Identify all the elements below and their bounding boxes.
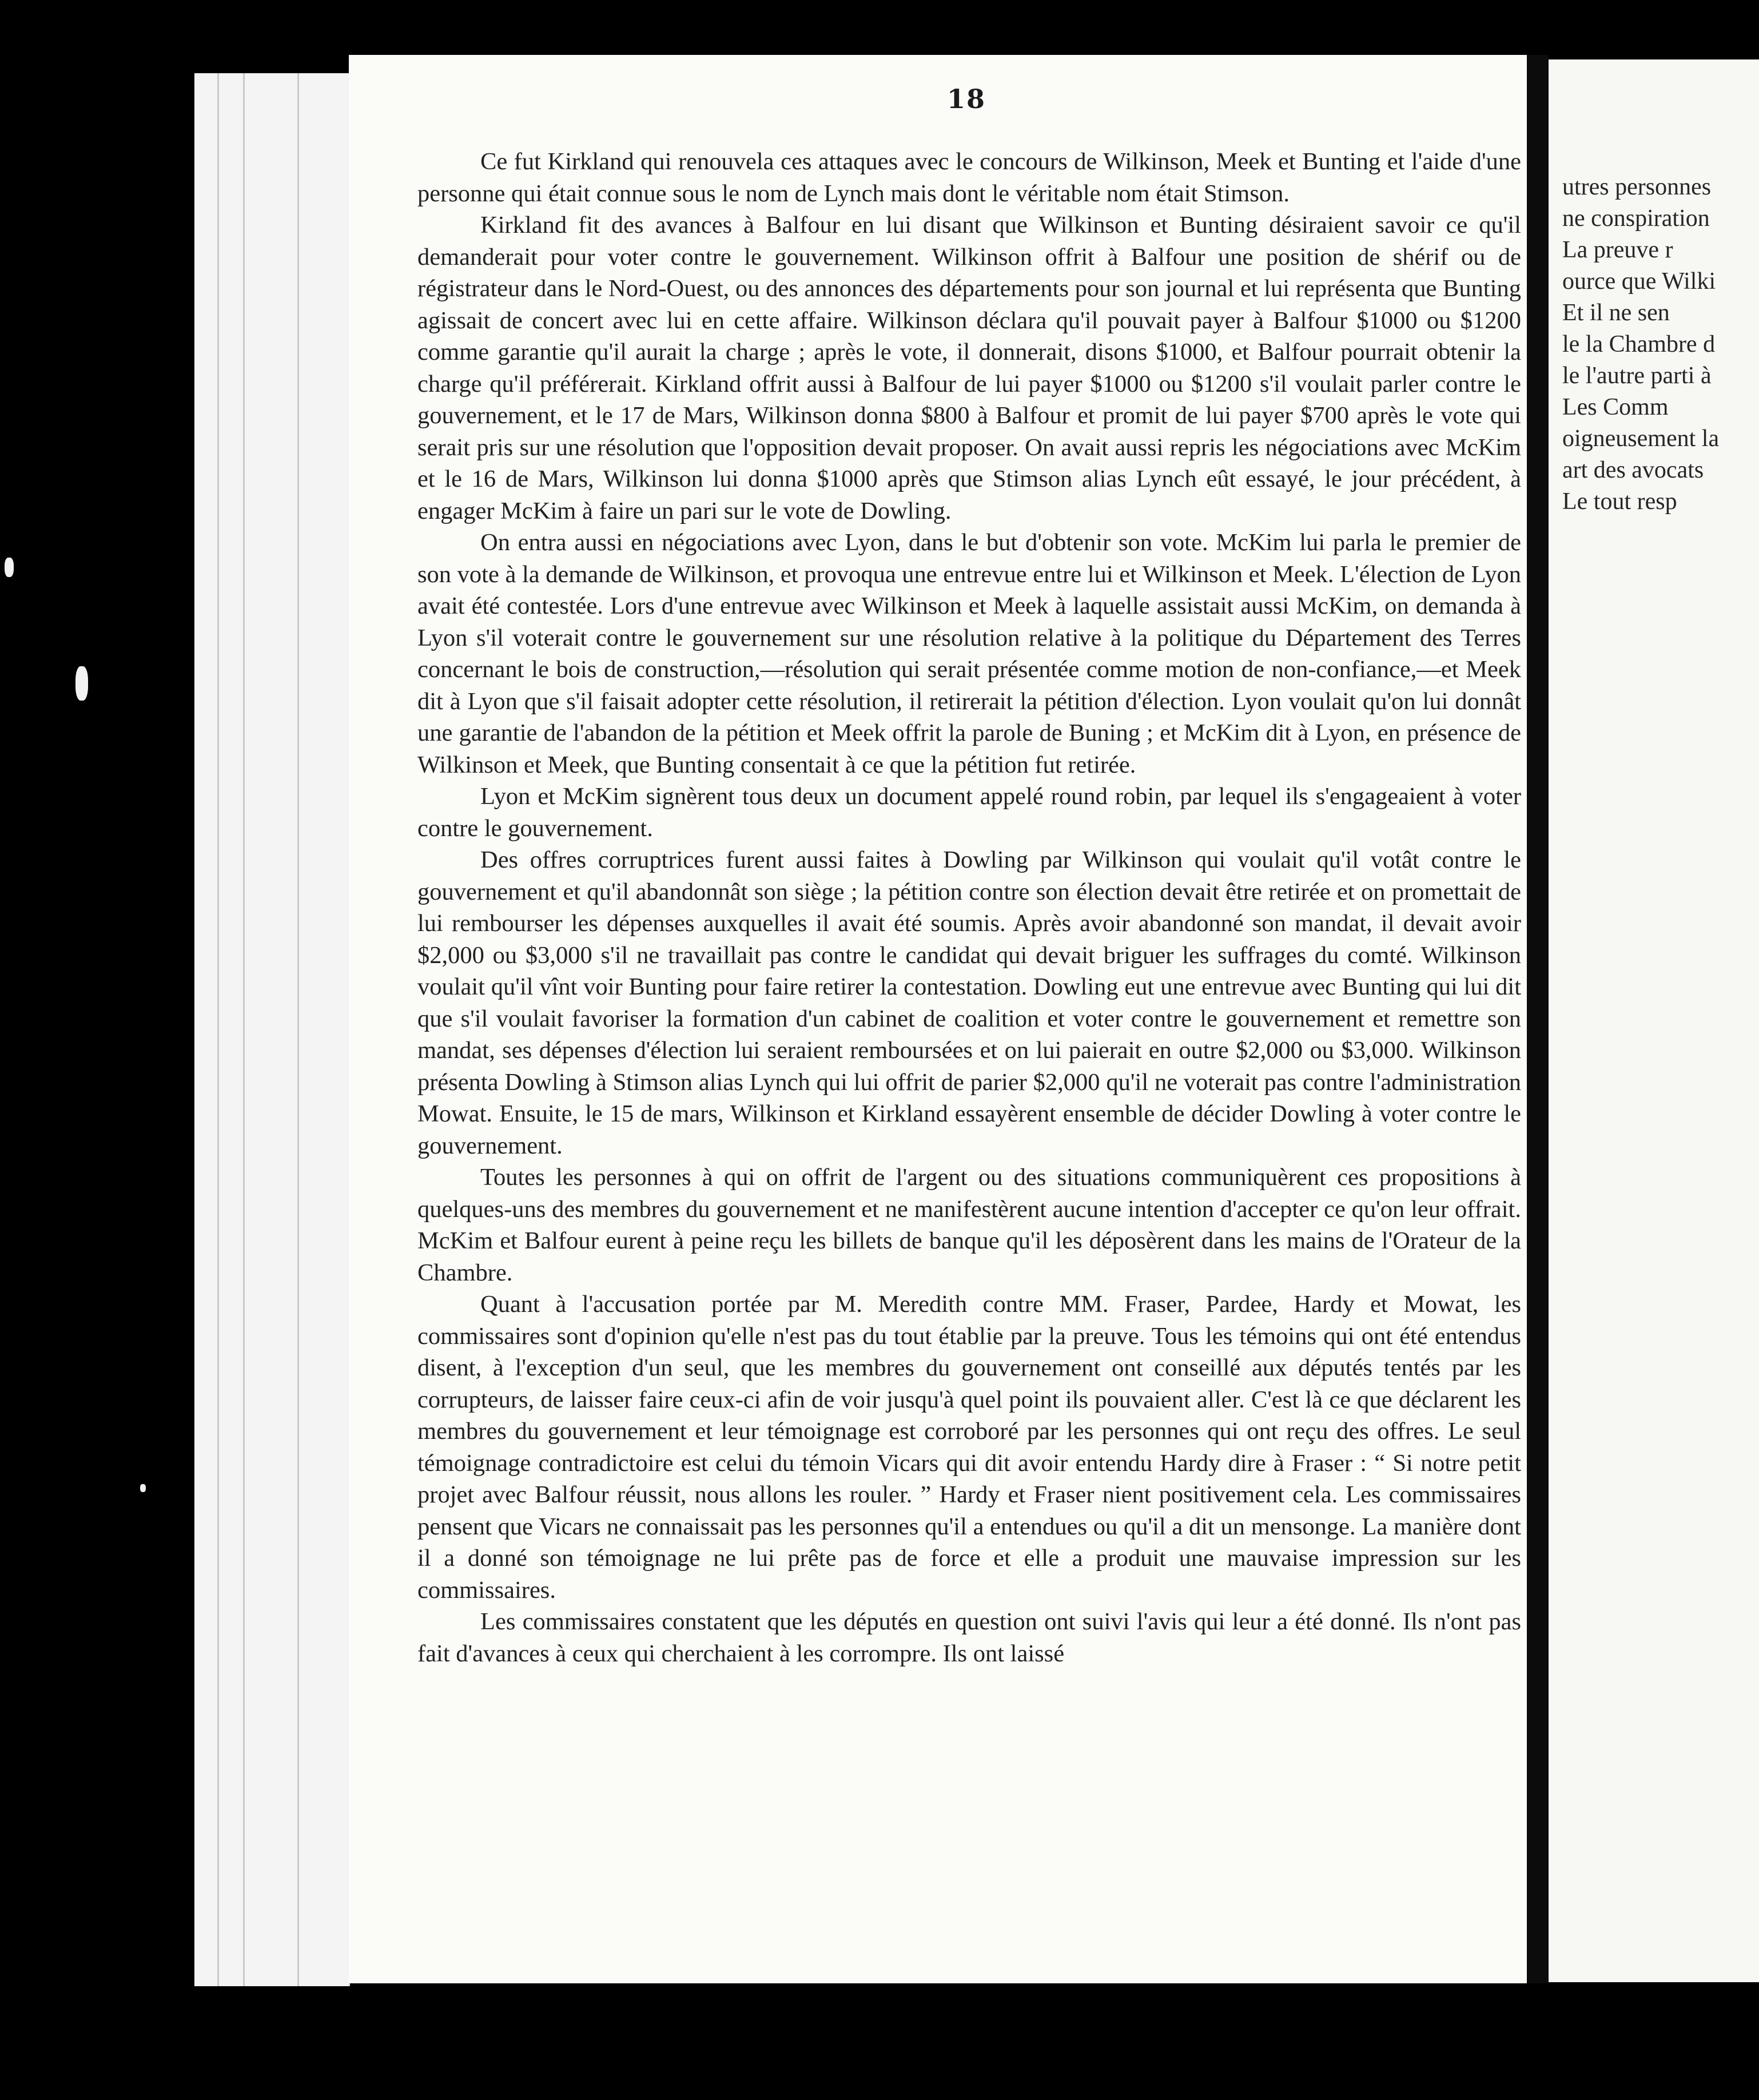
next-page-fragment: [1549, 59, 1759, 1982]
next-page-lines: [1562, 172, 1759, 518]
next-page-line: Et il ne sen: [1562, 300, 1670, 326]
next-page-line: le la Chambre d: [1562, 331, 1716, 357]
paragraph: Toutes les personnes à qui on offrit de l'argent ou des situations communiquèrent ces propositions à quelques-uns des membres du gouvernement et ne manifestèrent aucune intention d'accepter ce qu'on leur offrait. McKim et Balfour eurent à peine reçu les billets de banque qu'il les déposèrent dans les mains de l'Orateur de la Chambre.: [417, 1164, 1521, 1286]
scan-speck: [5, 558, 14, 577]
document-page: [349, 55, 1527, 1983]
next-page-line: La preuve r: [1562, 237, 1673, 263]
book-spine: [1527, 55, 1549, 1983]
next-page-line: ource que Wilki: [1562, 268, 1716, 295]
paragraph: Kirkland fit des avances à Balfour en lui disant que Wilkinson et Bunting désiraient savoir ce qu'il demanderait pour voter contre le gouvernement. Wilkinson offrit à Balfour une position de shérif ou de régistrateur dans le Nord-Ouest, ou des annonces des départements pour son journal et lui représenta que Bunting agissait de concert avec lui en cette affaire. Wilkinson déclara qu'il pouvait payer à Balfour $1000 ou $1200 comme garantie qu'il aurait la charge ; après le vote, il donnerait, disons $1000, et Balfour pourrait obtenir la charge qu'il préférerait. Kirkland offrit aussi à Balfour de lui payer $1000 ou $1200 s'il voulait parler contre le gouvernement, et le 17 de Mars, Wilkinson donna $800 à Balfour et promit de lui payer $700 après le vote qui serait pris sur une résolution que l'opposition devait proposer. On avait aussi repris les négociations avec McKim et le 16 de Mars, Wilkinson lui donna $1000 après que Stimson alias Lynch eût essayé, le jour précédent, à engager McKim à faire un pari sur le vote de Dowling.: [417, 212, 1521, 524]
next-page-line: ne conspiration: [1562, 205, 1710, 232]
paragraph: On entra aussi en négociations avec Lyon, dans le but d'obtenir son vote. McKim lui parla le premier de son vote à la demande de Wilkinson, et provoqua une entrevue entre lui et Wilkinson et Meek. L'élection de Lyon avait été contestée. Lors d'une entrevue avec Wilkinson et Meek à laquelle assistait aussi McKim, on demanda à Lyon s'il voterait contre le gouvernement sur une résolution relative à la politique du Département des Terres concernant le bois de construction,—résolution qui serait présentée comme motion de non-confiance,—et Meek dit à Lyon que s'il faisait adopter cette résolution, il retirerait la pétition d'élection. Lyon voulait qu'on lui donnât une garantie de l'abandon de la pétition et Meek offrit la parole de Buning ; et McKim dit à Lyon, en présence de Wilkinson et Meek, que Bunting consentait à ce que la pétition fut retirée.: [417, 529, 1521, 778]
page-body: [417, 146, 1521, 1669]
paragraph: Ce fut Kirkland qui renouvela ces attaques avec le concours de Wilkinson, Meek et Bunting et l'aide d'une personne qui était connue sous le nom de Lynch mais dont le véritable nom était Stimson.: [417, 148, 1521, 207]
left-page-edges: [194, 73, 350, 1986]
scan-speck: [140, 1484, 146, 1492]
next-page-line: le l'autre parti à: [1562, 363, 1712, 389]
next-page-line: utres personnes: [1562, 174, 1712, 200]
next-page-line: oigneusement la: [1562, 425, 1720, 452]
paragraph: Lyon et McKim signèrent tous deux un document appelé round robin, par lequel ils s'engageaient à voter contre le gouvernement.: [417, 783, 1521, 842]
next-page-line: Le tout resp: [1562, 488, 1677, 515]
paragraph: Les commissaires constatent que les députés en question ont suivi l'avis qui leur a été donné. Ils n'ont pas fait d'avances à ceux qui cherchaient à les corrompre. Ils ont laissé: [417, 1608, 1521, 1667]
paragraph: Quant à l'accusation portée par M. Meredith contre MM. Fraser, Pardee, Hardy et Mowat, les commissaires sont d'opinion qu'elle n'est pas du tout établie par la preuve. Tous les témoins qui ont été entendus disent, à l'exception d'un seul, que les membres du gouvernement ont conseillé aux députés tentés par les corrupteurs, de laisser faire ceux-ci afin de voir jusqu'à quel point ils pouvaient aller. C'est là ce que déclarent les membres du gouvernement et leur témoignage est corroboré par les personnes qui ont reçu des offres. Le seul témoignage contradictoire est celui du témoin Vicars qui dit avoir entendu Hardy dire à Fraser : “ Si notre petit projet avec Balfour réussit, nous allons les rouler. ” Hardy et Fraser nient positivement cela. Les commissaires pensent que Vicars ne connaissait pas les personnes qu'il a entendues ou qu'il a dit un mensonge. La manière dont il a donné son témoignage ne lui prête pas de force et elle a produit une mauvaise impression sur les commissaires.: [417, 1291, 1521, 1604]
next-page-line: Les Comm: [1562, 394, 1669, 420]
page-number: 18: [946, 83, 986, 114]
next-page-line: art des avocats: [1562, 457, 1704, 483]
scan-speck: [75, 666, 88, 701]
paragraph: Des offres corruptrices furent aussi faites à Dowling par Wilkinson qui voulait qu'il votât contre le gouvernement et qu'il abandonnât son siège ; la pétition contre son élection devait être retirée et on promettait de lui rembourser les dépenses auxquelles il avait été soumis. Après avoir abandonné son mandat, il devait avoir $2,000 ou $3,000 s'il ne travaillait pas contre le candidat qui devait briguer les suffrages du comté. Wilkinson voulait qu'il vînt voir Bunting pour faire retirer la contestation. Dowling eut une entrevue avec Bunting qui lui dit que s'il voulait favoriser la formation d'un cabinet de coalition et voter contre le gouvernement et remettre son mandat, ses dépenses d'élection lui seraient remboursées et on lui paierait en outre $2,000 ou $3,000. Wilkinson présenta Dowling à Stimson alias Lynch qui lui offrit de parier $2,000 qu'il ne voterait pas contre l'administration Mowat. Ensuite, le 15 de mars, Wilkinson et Kirkland essayèrent ensemble de décider Dowling à voter contre le gouvernement.: [417, 846, 1521, 1159]
